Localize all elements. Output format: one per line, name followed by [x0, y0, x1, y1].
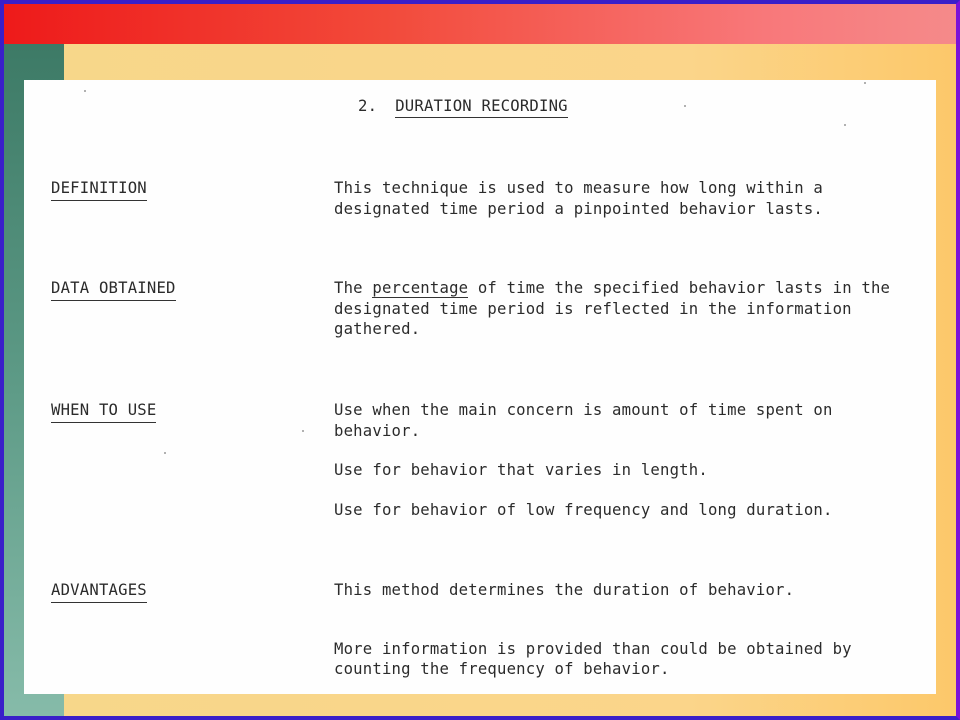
scan-speck — [844, 124, 846, 126]
paragraph — [334, 278, 914, 340]
document-title — [358, 97, 568, 115]
term-when-to-use: WHEN TO USE — [51, 400, 156, 423]
scan-speck — [164, 452, 166, 454]
paragraph: Use for behavior that varies in length. — [334, 461, 708, 479]
scan-speck — [684, 105, 686, 107]
scan-speck — [84, 90, 86, 92]
paragraph: Use for behavior of low frequency and long duration. — [334, 500, 833, 519]
paragraph: This technique is used to measure how long within a designated time period a pinpointed behavior lasts. — [334, 179, 823, 218]
text-after: of time the specified behavior lasts in the designated time period is reflected in the information gathered. — [334, 279, 891, 338]
top-accent-bar — [4, 4, 956, 44]
underlined-word: percentage — [372, 279, 469, 297]
definition-description — [334, 178, 914, 219]
scan-speck — [302, 430, 304, 432]
term-definition: DEFINITION — [51, 178, 147, 201]
title-text: DURATION RECORDING — [395, 97, 568, 118]
paragraph: Use when the main concern is amount of time spent on behavior. — [334, 401, 833, 440]
term-advantages: ADVANTAGES — [51, 580, 147, 603]
scanned-document — [24, 80, 936, 694]
text-before: The — [334, 279, 373, 297]
paragraph: This method determines the duration of behavior. — [334, 581, 795, 599]
paragraph: More information is provided than could be obtained by counting the frequency of behavior. — [334, 639, 852, 678]
when-to-use-description — [334, 400, 914, 520]
section-number: 2. — [358, 97, 378, 115]
advantages-description — [334, 580, 914, 680]
term-data-obtained: DATA OBTAINED — [51, 278, 176, 301]
data-obtained-description — [334, 278, 914, 340]
scan-speck — [864, 82, 866, 84]
